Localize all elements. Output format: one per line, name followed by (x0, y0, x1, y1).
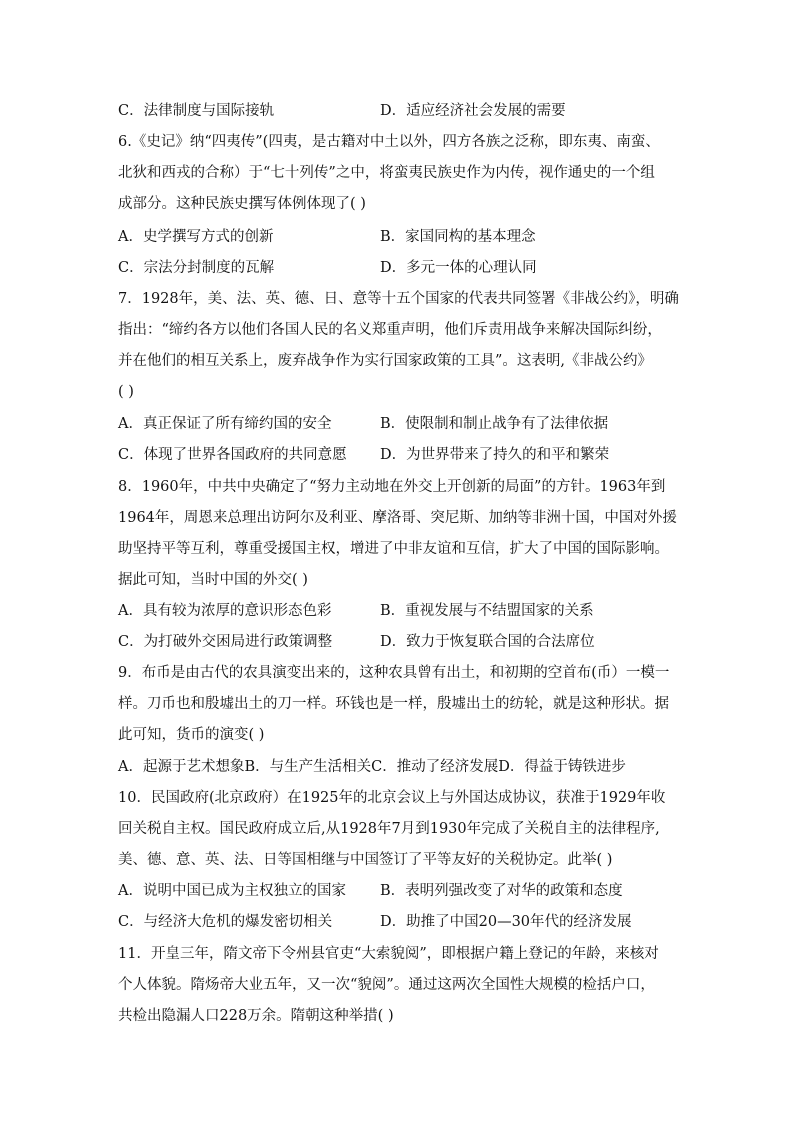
q6-option-d: D．多元一体的心理认同 (380, 260, 537, 276)
q6-stem-line: 成部分。这种民族史撰写体例体现了( ) (118, 196, 366, 212)
q8-option-c: C．为打破外交困局进行政策调整 (118, 634, 333, 650)
q9-stem-line: 样。刀币也和殷墟出土的刀一样。环钱也是一样，殷墟出土的纺轮，就是这种形状。据 (118, 696, 669, 712)
q6-option-c: C．宗法分封制度的瓦解 (118, 260, 275, 276)
q8-options-row (118, 632, 688, 652)
q8-option-b: B．重视发展与不结盟国家的关系 (380, 603, 594, 619)
q8-stem-line: 助坚持平等互利，尊重受援国主权，增进了中非友谊和互信，扩大了中国的国际影响。 (118, 541, 669, 557)
q7-options-row (118, 414, 688, 434)
q10-stem-line: 美、德、意、英、法、日等国相继与中国签订了平等友好的关税协定。此举( ) (118, 852, 613, 868)
q11-stem-line: 共检出隐漏人口228万余。隋朝这种举措( ) (118, 1008, 394, 1024)
q7-stem-line: 7．1928年，美、法、英、德、日、意等十五个国家的代表共同签署《非战公约》，明确 (118, 291, 679, 307)
q8-stem-line: 1964年，周恩来总理出访阿尔及利亚、摩洛哥、突尼斯、加纳等非洲十国，中国对外援 (118, 510, 677, 526)
q8-stem-line: 8．1960年，中共中央确定了“努力主动地在外交上开创新的局面”的方针。1963年到 (118, 479, 666, 495)
q10-option-b: B．表明列强改变了对华的政策和态度 (380, 883, 623, 899)
q5-option-d: D．适应经济社会发展的需要 (380, 103, 566, 119)
q7-option-c: C．体现了世界各国政府的共同意愿 (118, 447, 347, 463)
q8-stem-line: 据此可知，当时中国的外交( ) (118, 572, 308, 588)
q10-option-a: A．说明中国已成为主权独立的国家 (118, 883, 346, 899)
q10-options-row (118, 912, 688, 932)
q8-option-d: D．致力于恢复联合国的合法席位 (380, 634, 595, 650)
q7-stem-line: 并在他们的相互关系上，废弃战争作为实行国家政策的工具”。这表明,《非战公约》 (118, 353, 653, 369)
q7-option-d: D．为世界带来了持久的和平和繁荣 (380, 447, 610, 463)
q7-stem-line: ( ) (118, 384, 134, 400)
q7-stem-line: 指出：“缔约各方以他们各国人民的名义郑重声明，他们斥责用战争来解决国际纠纷， (118, 322, 662, 338)
q6-options-row (118, 258, 688, 278)
q6-option-b: B．家国同构的基本理念 (380, 229, 536, 245)
q5-option-c: C．法律制度与国际接轨 (118, 103, 275, 119)
q9-stem-line: 此可知，货币的演变( ) (118, 727, 265, 743)
q10-options-row (118, 881, 688, 901)
q7-option-b: B．使限制和制止战争有了法律依据 (380, 416, 609, 432)
q10-option-c: C．与经济大危机的爆发密切相关 (118, 914, 333, 930)
q9-options-line: A．起源于艺术想象B．与生产生活相关C．推动了经济发展D．得益于铸铁进步 (118, 759, 626, 775)
q8-option-a: A．具有较为浓厚的意识形态色彩 (118, 603, 332, 619)
q6-stem-line: 6.《史记》纳“四夷传”(四夷，是古籍对中土以外，四方各族之泛称，即东夷、南蛮、 (118, 134, 660, 150)
q6-options-row (118, 227, 688, 247)
q6-option-a: A．史学撰写方式的创新 (118, 229, 274, 245)
q11-stem-line: 个人体貌。隋炀帝大业五年，又一次“貌阅”。通过这两次全国性大规模的检括户口， (118, 977, 655, 993)
q10-stem-line: 10．民国政府(北京政府）在1925年的北京会议上与外国达成协议，获准于1929年收 (118, 790, 666, 806)
q5-options-row (118, 101, 688, 121)
q8-options-row (118, 601, 688, 621)
q7-option-a: A．真正保证了所有缔约国的安全 (118, 416, 332, 432)
q9-stem-line: 9．布币是由古代的农具演变出来的，这种农具曾有出土，和初期的空首布(币）一模一 (118, 665, 670, 681)
q10-stem-line: 回关税自主权。国民政府成立后,从1928年7月到1930年完成了关税自主的法律程序, (118, 821, 660, 837)
q10-option-d: D．助推了中国20—30年代的经济发展 (380, 914, 632, 930)
q6-stem-line: 北狄和西戎的合称）于“七十列传”之中，将蛮夷民族史作为内传，视作通史的一个组 (118, 165, 655, 181)
q7-options-row (118, 445, 688, 465)
q11-stem-line: 11．开皇三年，隋文帝下令州县官吏“大索貌阅”，即根据户籍上登记的年龄，来核对 (118, 946, 659, 962)
